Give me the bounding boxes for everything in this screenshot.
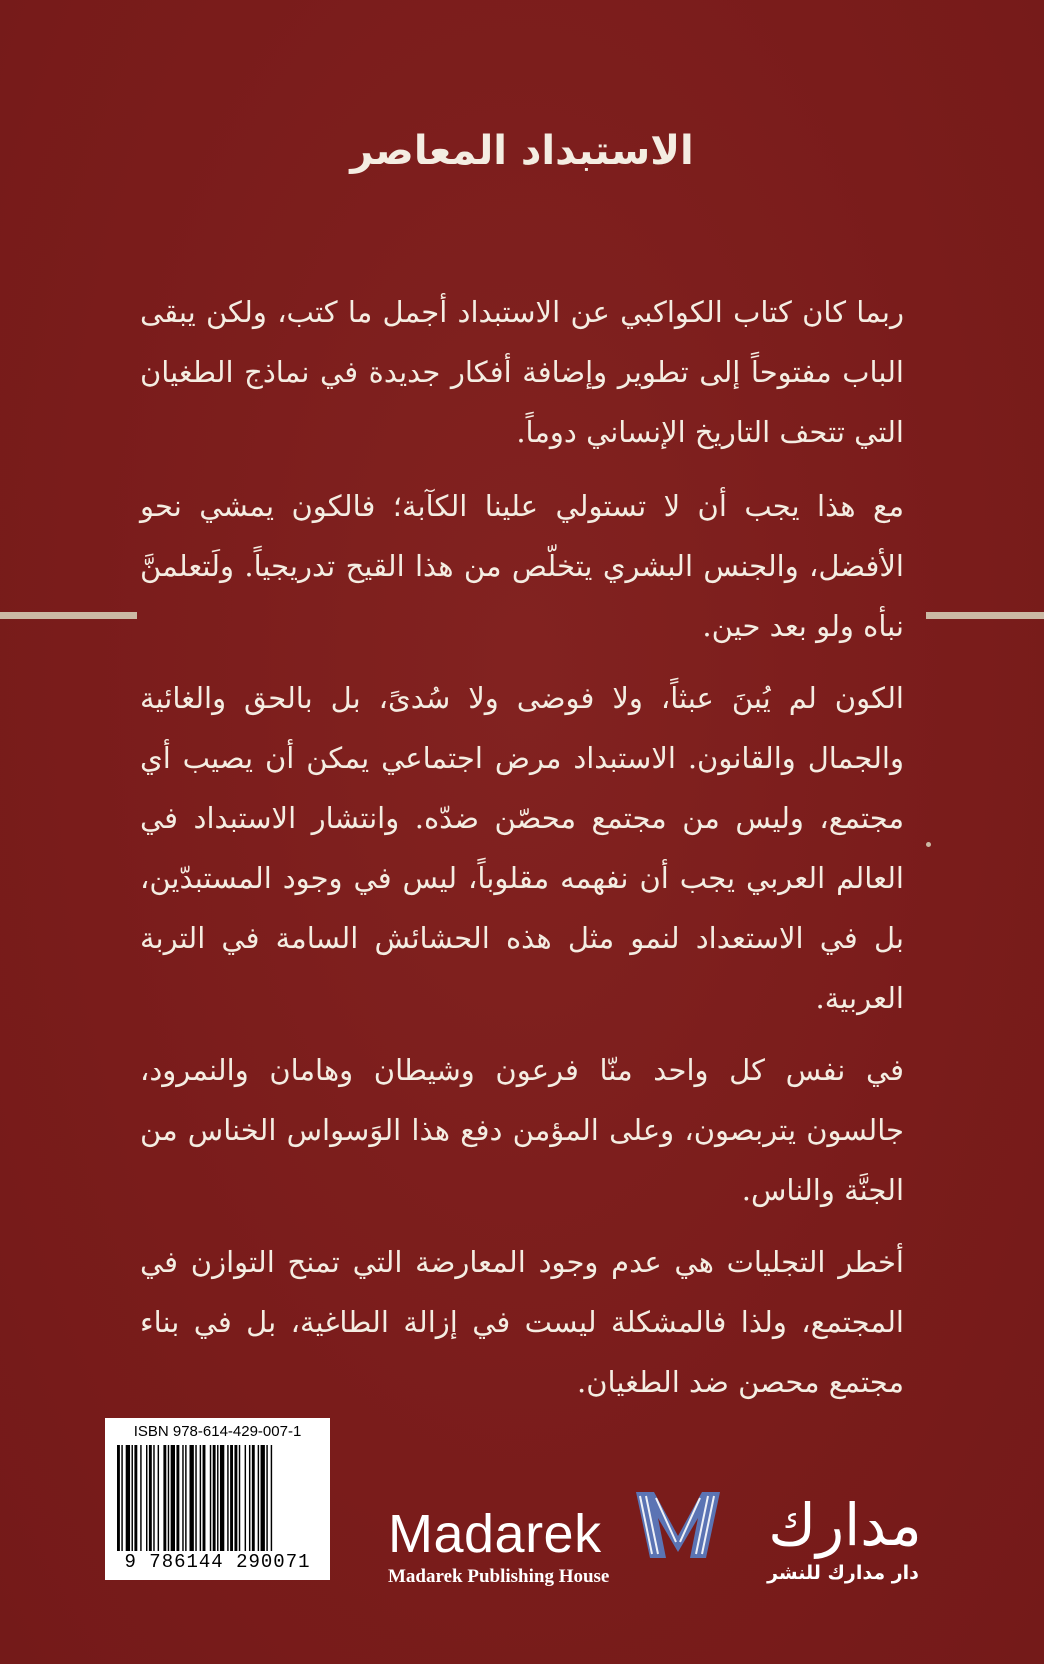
barcode-bar <box>146 1445 147 1551</box>
decorative-dot <box>926 842 931 847</box>
barcode-bar <box>132 1445 133 1551</box>
barcode-bar <box>239 1445 240 1551</box>
barcode-bar <box>261 1445 265 1551</box>
publisher-name-arabic: مدارك <box>768 1491 922 1559</box>
barcode-bars <box>113 1445 322 1551</box>
isbn-barcode <box>105 1418 330 1580</box>
blurb-paragraph-4: في نفس كل واحد منّا فرعون وشيطان وهامان والنمرود، جالسون يتربصون، وعلى المؤمن دفع هذا الوَسواس الخناس من الجنَّة والناس. <box>140 1053 904 1207</box>
barcode-bar <box>158 1445 159 1551</box>
barcode-bar <box>176 1445 179 1551</box>
barcode-bar <box>220 1445 224 1551</box>
blurb-paragraph-1: ربما كان كتاب الكواكبي عن الاستبداد أجمل ما كتب، ولكن يبقى الباب مفتوحاً إلى تطوير وإضافة أفكار جديدة في نماذج الطغيان التي تتحف التاريخ الإنساني دوماً. <box>140 295 904 449</box>
barcode-bar <box>153 1445 154 1551</box>
barcode-bar <box>134 1445 137 1551</box>
barcode-bar <box>266 1445 267 1551</box>
barcode-bar <box>171 1445 175 1551</box>
barcode-bar <box>117 1445 120 1551</box>
barcode-bar <box>163 1445 166 1551</box>
barcode-bar <box>210 1445 211 1551</box>
barcode-bar <box>149 1445 152 1551</box>
publisher-house-latin: Madarek Publishing House <box>388 1566 610 1587</box>
barcode-bar <box>126 1445 130 1551</box>
barcode-bar <box>190 1445 194 1551</box>
barcode-bar <box>217 1445 218 1551</box>
blurb-paragraph-3: الكون لم يُبنَ عبثاً، ولا فوضى ولا سُدىً، بل بالحق والغائية والجمال والقانون. الاستبداد مرض اجتماعي يمكن أن يصيب أي مجتمع، وليس من مجتمع محصّن ضدّه. وانتشار الاستبداد في العالم العربي يجب أن نفهمه مقلوباً، ليس في وجود المستبدّين، بل في الاستعداد لنمو مثل هذه الحشائش السامة في التربة العربية. <box>140 681 904 1015</box>
barcode-bar <box>203 1445 206 1551</box>
barcode-bar <box>185 1445 186 1551</box>
barcode-bar <box>249 1445 250 1551</box>
publisher-logo-icon <box>632 1486 724 1564</box>
barcode-bar <box>213 1445 216 1551</box>
publisher-house-arabic: دار مدارك للنشر <box>767 1562 919 1584</box>
blurb-text <box>140 282 904 1424</box>
barcode-bar <box>168 1445 169 1551</box>
publisher-name-latin: Madarek <box>388 1504 602 1564</box>
barcode-bar <box>140 1445 141 1551</box>
isbn-digits: 9 786144 290071 <box>124 1551 311 1573</box>
barcode-bar <box>121 1445 122 1551</box>
barcode-bar <box>258 1445 259 1551</box>
decorative-rule-left <box>0 612 137 619</box>
blurb-paragraph-5: أخطر التجليات هي عدم وجود المعارضة التي تمنح التوازن في المجتمع، ولذا فالمشكلة ليست في إزالة الطاغية، بل في بناء مجتمع محصن ضد الطغيان. <box>140 1245 904 1399</box>
barcode-bar <box>182 1445 183 1551</box>
book-title: الاستبداد المعاصر <box>350 128 694 174</box>
blurb-paragraph-2: مع هذا يجب أن لا تستولي علينا الكآبة؛ فالكون يمشي نحو الأفضل، والجنس البشري يتخلّص من هذا القيح تدريجياً. ولَتعلمنَّ نبأه ولو بعد حين. <box>140 489 904 643</box>
barcode-bar <box>252 1445 255 1551</box>
barcode-bar <box>271 1445 272 1551</box>
barcode-bar <box>227 1445 228 1551</box>
barcode-bar <box>230 1445 233 1551</box>
barcode-bar <box>245 1445 246 1551</box>
barcode-bar <box>234 1445 237 1551</box>
decorative-rule-right <box>926 612 1044 619</box>
barcode-bar <box>200 1445 201 1551</box>
isbn-label: ISBN 978-614-429-007-1 <box>133 1423 302 1440</box>
barcode-bar <box>195 1445 196 1551</box>
